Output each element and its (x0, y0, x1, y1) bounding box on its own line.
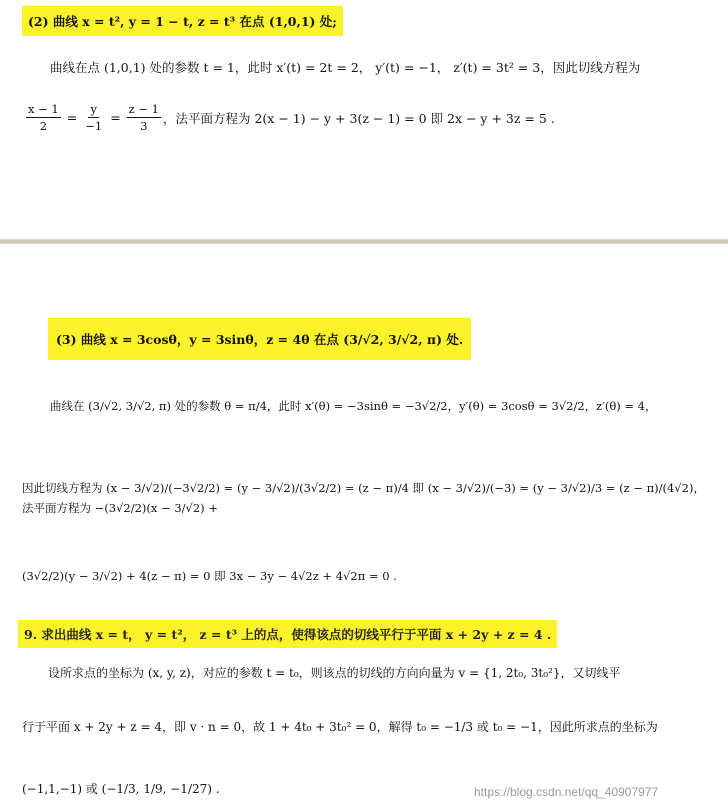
eq-fraction-x: $\frac{x - 1}{2}$ (28, 102, 59, 133)
watermark: https://blog.csdn.net/qq_40907977 (474, 785, 659, 799)
section3-line2: 因此切线方程为 (x − 3/√2)/(−3√2/2) = (y − 3/√2)/(3√2/2) = (z − π)/4 即 (x − 3/√2)/(−3) = (y − 3/√2)/3 = (z − π)/(4√2)，法平面方程为 −(3√2/2)(x − 3/√2) + (22, 481, 705, 515)
section3-heading: (3) 曲线 x = 3cosθ，y = 3sinθ，z = 4θ 在点 (3/√2, 3/√2, π) 处. (48, 318, 471, 360)
section9-heading: 9. 求出曲线 x = t， y = t²， z = t³ 上的点，使得该点的切线平行于平面 x + 2y + z = 4 . (18, 620, 557, 648)
eq-fraction-y: $\frac{y}{-1}$ (85, 102, 103, 133)
eq-fraction-z: $\frac{z - 1}{3}$ (128, 102, 159, 133)
section2-heading: (2) 曲线 x = t², y = 1 − t, z = t³ 在点 (1,0,1) 处; (22, 6, 343, 36)
section3-line1: 曲线在 (3/√2, 3/√2, π) 处的参数 θ = π/4，此时 x′(θ) = −3sinθ = −3√2/2，y′(θ) = 3cosθ = 3√2/2，z′(θ) = 4， (50, 399, 657, 413)
section2-normal-plane: ，法平面方程为 2(x − 1) − y + 3(z − 1) = 0 即 2x − y + 3z = 5 . (163, 110, 555, 126)
page-separator (0, 239, 728, 244)
section2-line1: 曲线在点 (1,0,1) 处的参数 t = 1，此时 x′(t) = 2t = 2， y′(t) = −1， z′(t) = 3t² = 3，因此切线方程为 (50, 60, 641, 75)
section9-line2: 行于平面 x + 2y + z = 4，即 v · n = 0，故 1 + 4t₀ + 3t₀² = 0，解得 t₀ = −1/3 或 t₀ = −1，因此所求点的坐标为 (22, 720, 658, 734)
section2-tangent-equation: $\frac{x - 1}{2}$ = $\frac{y}{-1}$ = $\frac{z - 1}{3}$ ，法平面方程为 2(x − 1) − y + 3(z − 1) = 0 即 2x − y + 3z = 5 . (28, 102, 555, 133)
section3-line3: (3√2/2)(y − 3/√2) + 4(z − π) = 0 即 3x − 3y − 4√2z + 4√2π = 0 . (22, 569, 397, 583)
section9-line1: 设所求点的坐标为 (x, y, z)，对应的参数 t = t₀，则该点的切线的方向向量为 v = {1, 2t₀, 3t₀²}，又切线平 (48, 666, 621, 680)
section9-line3: (−1,1,−1) 或 (−1/3, 1/9, −1/27) . (22, 782, 220, 796)
